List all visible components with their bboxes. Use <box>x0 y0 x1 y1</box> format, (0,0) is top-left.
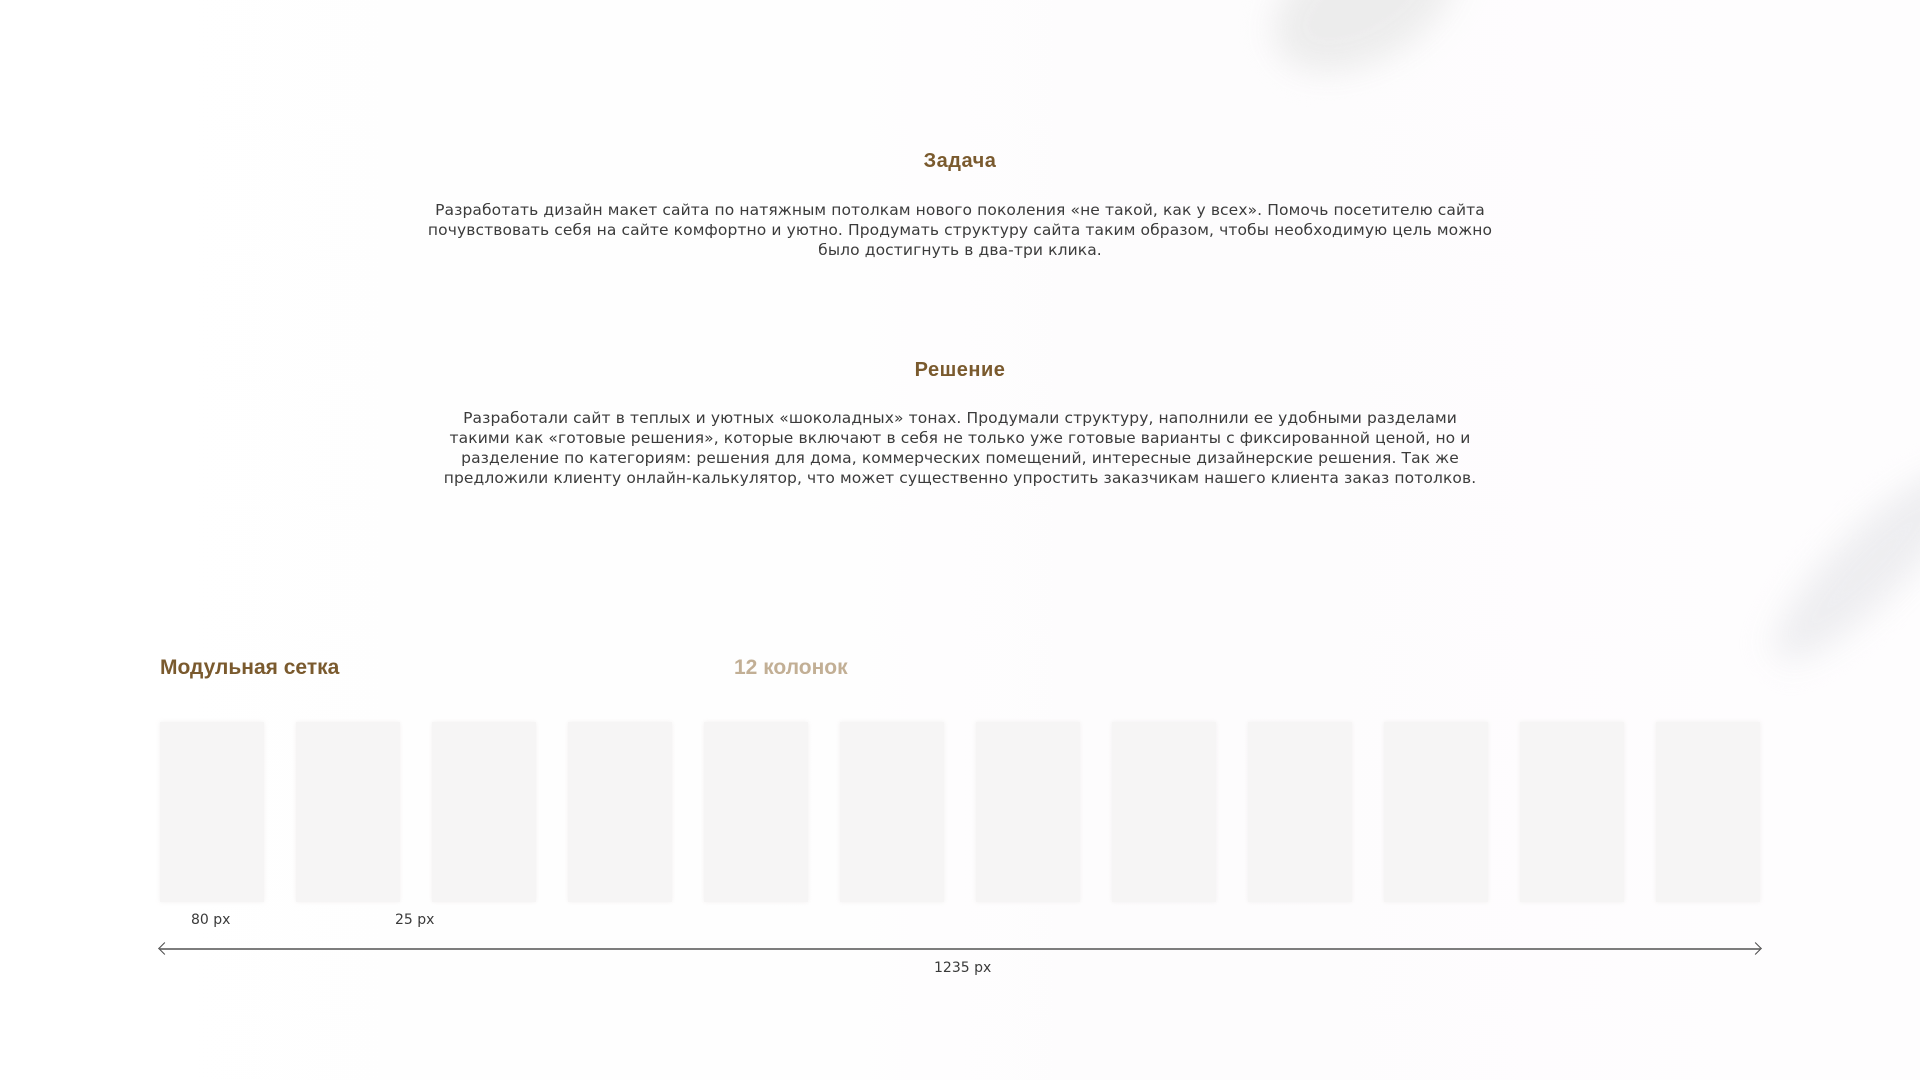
solution-description: Разработали сайт в теплых и уютных «шоколадных» тонах. Продумали структуру, наполнили ее удобными разделами такими как «готовые решения», которые включают в себя не только уже готовые варианты с фиксированной ценой, но и разделение по категориям: решения для дома, коммерческих помещений, интересные дизайнерские решения. Так же предложили клиенту онлайн-калькулятор, что может существенно упростить заказчикам нашего клиента заказ потолков. <box>443 409 1477 487</box>
arrow-left-icon <box>158 942 171 955</box>
gutter-width-label: 25 px <box>395 912 435 928</box>
grid-column <box>1656 722 1760 902</box>
task-description: Разработать дизайн макет сайта по натяжным потолкам нового поколения «не такой, как у всех». Помочь посетителю сайта почувствовать себя на сайте комфортно и уютно. Продумать структуру сайта таким образом, чтобы необходимую цель можно было достигнуть в два-три клика. <box>427 201 1493 259</box>
total-width-label: 1235 px <box>934 960 992 976</box>
grid-column <box>1520 722 1624 902</box>
task-title: Задача <box>923 150 997 172</box>
grid-column <box>840 722 944 902</box>
grid-column <box>1112 722 1216 902</box>
grid-column <box>704 722 808 902</box>
grid-column <box>976 722 1080 902</box>
column-width-label: 80 px <box>191 912 231 928</box>
grid-title: Модульная сетка <box>160 656 340 679</box>
grid-column <box>432 722 536 902</box>
grid-column <box>296 722 400 902</box>
decorative-blur-shape-top <box>1248 0 1481 102</box>
arrow-right-icon <box>1749 942 1762 955</box>
decorative-blur-shape-right <box>1753 448 1920 681</box>
grid-columns-label: 12 колонок <box>734 656 848 679</box>
grid-columns-illustration <box>160 722 1760 902</box>
grid-column <box>1248 722 1352 902</box>
grid-column <box>160 722 264 902</box>
solution-title: Решение <box>914 359 1006 381</box>
grid-column <box>1384 722 1488 902</box>
grid-column <box>568 722 672 902</box>
total-width-measure-line <box>160 948 1760 950</box>
